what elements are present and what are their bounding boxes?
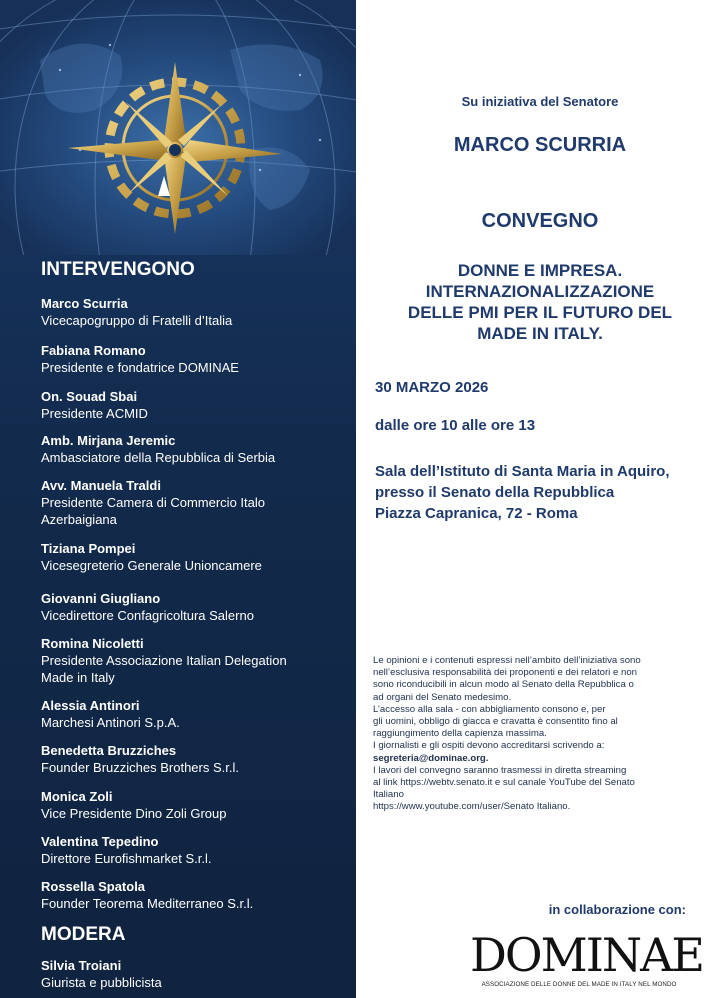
logo-tagline: ASSOCIAZIONE DELLE DONNE DEL MADE IN ITALY NEL MONDO bbox=[481, 981, 677, 988]
venue-line: Piazza Capranica, 72 - Roma bbox=[375, 505, 578, 522]
speaker-name: Benedetta Bruzziches bbox=[41, 743, 177, 758]
speaker-item bbox=[41, 742, 341, 776]
speaker-item bbox=[41, 388, 341, 422]
speaker-item bbox=[41, 477, 341, 528]
event-title bbox=[356, 260, 724, 344]
speaker-role: Vicesegreterio Generale Unioncamere bbox=[41, 558, 262, 573]
speaker-name: Marco Scurria bbox=[41, 296, 128, 311]
moderator-name: Silvia Troiani bbox=[41, 958, 122, 973]
disclaimer-line: nell’esclusiva responsabilità dei proponenti e dei relatori e non bbox=[373, 667, 637, 679]
modera-heading: MODERA bbox=[41, 924, 126, 945]
dominae-logo bbox=[470, 928, 703, 996]
speaker-item bbox=[41, 878, 341, 912]
disclaimer-text bbox=[373, 655, 691, 814]
venue-line: presso il Senato della Repubblica bbox=[375, 484, 615, 501]
disclaimer-line: sono riconducibili in alcun modo al Senato della Repubblica o bbox=[373, 679, 634, 691]
right-panel bbox=[356, 0, 724, 998]
left-panel bbox=[0, 0, 356, 998]
speaker-role: Made in Italy bbox=[41, 670, 115, 685]
intervengono-heading: INTERVENGONO bbox=[41, 259, 195, 280]
speaker-role: Ambasciatore della Repubblica di Serbia bbox=[41, 450, 276, 465]
streaming-line: I lavori del convegno saranno trasmessi in diretta streaming bbox=[373, 764, 627, 776]
senator-name: MARCO SCURRIA bbox=[453, 134, 627, 156]
accreditation-email[interactable]: segreteria@dominae.org. bbox=[373, 752, 489, 764]
disclaimer-line: Le opinioni e i contenuti espressi nell’ambito dell’iniziativa sono bbox=[373, 655, 641, 666]
speaker-item bbox=[41, 432, 341, 466]
speaker-name: Giovanni Giugliano bbox=[41, 591, 161, 606]
speaker-role: Marchesi Antinori S.p.A. bbox=[41, 715, 180, 730]
event-date: 30 MARZO 2026 bbox=[375, 379, 489, 396]
speaker-item bbox=[41, 295, 341, 329]
speaker-item bbox=[41, 590, 341, 624]
speaker-name: Fabiana Romano bbox=[41, 343, 146, 358]
speaker-name: Amb. Mirjana Jeremic bbox=[41, 433, 176, 448]
event-title-line: MADE IN ITALY. bbox=[477, 324, 603, 343]
speaker-role: Presidente Camera di Commercio Italo bbox=[41, 495, 265, 510]
collaboration-label: in collaborazione con: bbox=[548, 902, 686, 917]
event-title-line: INTERNAZIONALIZZAZIONE bbox=[425, 282, 655, 301]
speaker-item bbox=[41, 540, 341, 574]
speaker-item bbox=[41, 788, 341, 822]
speaker-name: Valentina Tepedino bbox=[41, 834, 159, 849]
event-title-line: DONNE E IMPRESA. bbox=[457, 261, 623, 280]
speaker-item bbox=[41, 342, 341, 376]
event-venue bbox=[375, 461, 670, 524]
moderator-item bbox=[41, 957, 341, 991]
streaming-line: al link https://webtv.senato.it e sul canale YouTube del Senato bbox=[373, 777, 635, 789]
event-time: dalle ore 10 alle ore 13 bbox=[375, 417, 536, 434]
speaker-role: Founder Teorema Mediterraneo S.r.l. bbox=[41, 896, 254, 911]
speaker-item bbox=[41, 697, 341, 731]
speaker-role: Direttore Eurofishmarket S.r.l. bbox=[41, 851, 212, 866]
speaker-role: Vicecapogruppo di Fratelli d’Italia bbox=[41, 313, 233, 328]
speaker-name: Romina Nicoletti bbox=[41, 636, 144, 651]
moderator-role: Giurista e pubblicista bbox=[41, 975, 162, 990]
speaker-role: Presidente e fondatrice DOMINAE bbox=[41, 360, 239, 375]
event-title-line: DELLE PMI PER IL FUTURO DEL bbox=[407, 303, 673, 322]
globe-compass-illustration bbox=[0, 0, 356, 255]
speaker-item bbox=[41, 635, 341, 686]
disclaimer-line: ad organi del Senato medesimo. bbox=[373, 691, 512, 703]
speaker-name: Alessia Antinori bbox=[41, 698, 140, 713]
disclaimer-line: I giornalisti e gli ospiti devono accreditarsi scrivendo a: bbox=[373, 740, 605, 752]
speaker-role: Presidente Associazione Italian Delegation bbox=[41, 653, 287, 668]
speaker-role: Vicedirettore Confagricoltura Salerno bbox=[41, 608, 254, 623]
initiative-label: Su iniziativa del Senatore bbox=[461, 94, 619, 109]
venue-line: Sala dell’Istituto di Santa Maria in Aquiro, bbox=[375, 463, 670, 480]
speaker-role: Founder Bruzziches Brothers S.r.l. bbox=[41, 760, 239, 775]
speaker-role: Vice Presidente Dino Zoli Group bbox=[41, 806, 227, 821]
speaker-role: Presidente ACMID bbox=[41, 406, 148, 421]
youtube-link[interactable]: https://www.youtube.com/user/Senato Italiano. bbox=[373, 801, 571, 813]
speaker-name: On. Souad Sbai bbox=[41, 389, 138, 404]
streaming-line: Italiano bbox=[373, 789, 404, 801]
speaker-name: Avv. Manuela Traldi bbox=[41, 478, 161, 493]
speaker-name: Tiziana Pompei bbox=[41, 541, 136, 556]
disclaimer-line: raggiungimento della capienza massima. bbox=[373, 728, 547, 740]
speaker-role: Azerbaigiana bbox=[41, 512, 117, 527]
speaker-name: Monica Zoli bbox=[41, 789, 113, 804]
disclaimer-line: L’accesso alla sala - con abbigliamento consono e, per bbox=[373, 703, 606, 715]
event-type: CONVEGNO bbox=[481, 210, 599, 232]
logo-wordmark: DOMINAE bbox=[470, 928, 703, 982]
speaker-name: Rossella Spatola bbox=[41, 879, 146, 894]
disclaimer-line: gli uomini, obbligo di giacca e cravatta è consentito fino al bbox=[373, 716, 618, 728]
speaker-item bbox=[41, 833, 341, 867]
